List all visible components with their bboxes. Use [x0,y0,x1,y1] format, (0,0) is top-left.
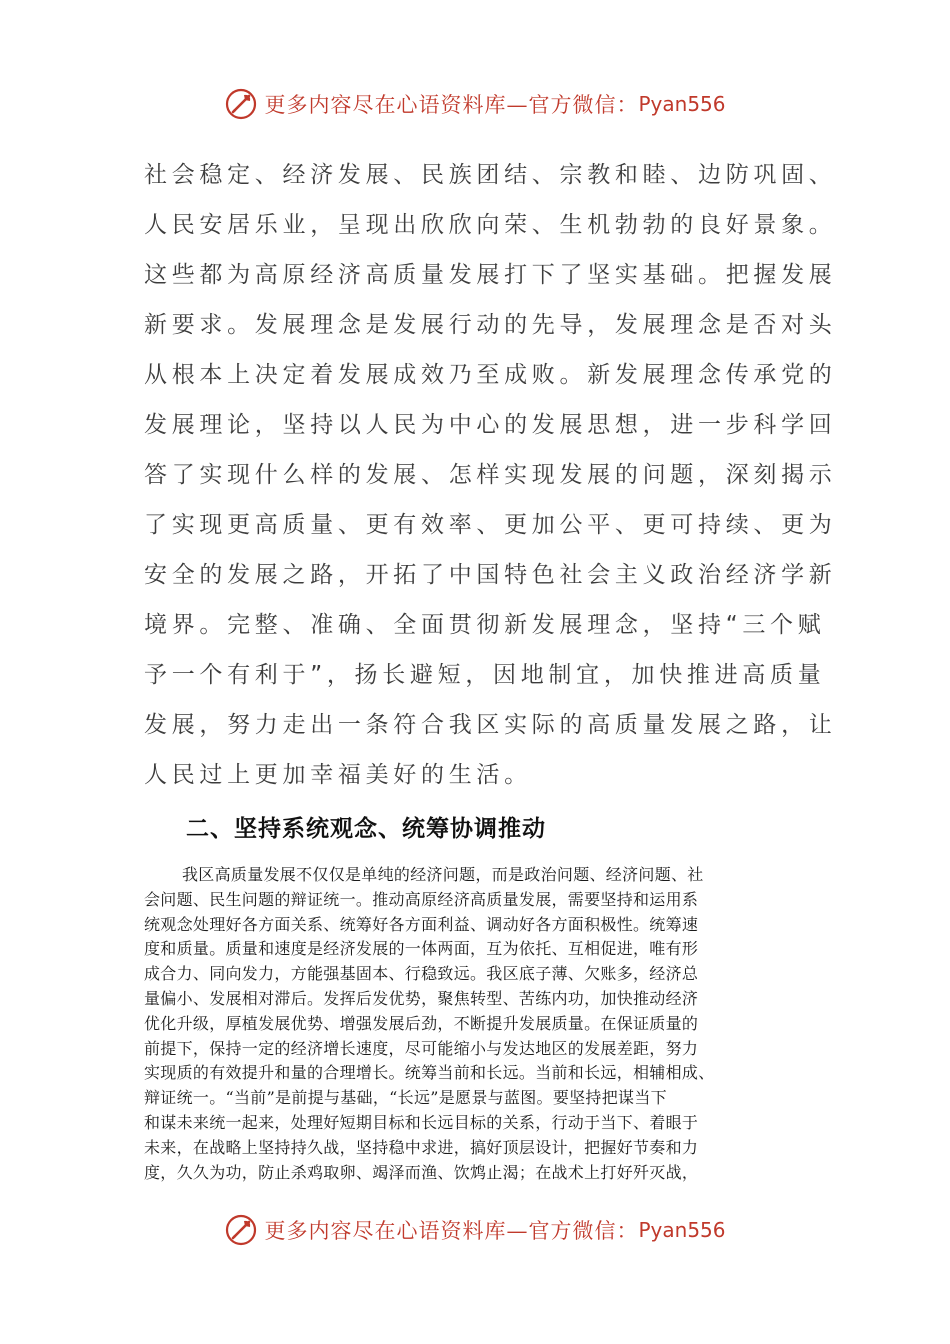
text-line: 发展理论，坚持以人民为中心的发展思想，进一步科学回 [144,412,837,438]
section-paragraph [144,863,824,1185]
footer-banner [0,1210,950,1250]
banner-text: 更多内容尽在心语资料库—官方微信： [264,1219,639,1243]
text-line: 安全的发展之路，开拓了中国特色社会主义政治经济学新 [144,562,837,588]
section-heading: 二、坚持系统观念、统筹协调推动 [186,816,546,842]
quill-seal-logo-icon [224,1213,258,1247]
text-line: 优化升级，厚植发展优势、增强发展后劲，不断提升发展质量。在保证质量的 [144,1013,699,1033]
text-line: 未来，在战略上坚持持久战，坚持稳中求进，搞好顶层设计，把握好节奏和力 [144,1137,699,1157]
text-line: 和谋未来统一起来，处理好短期目标和长远目标的关系，行动于当下、着眼于 [144,1112,699,1132]
text-line: 成合力、同向发力，方能强基固本、行稳致远。我区底子薄、欠账多，经济总 [144,964,699,984]
text-line: 新要求。发展理念是发展行动的先导，发展理念是否对头 [144,312,837,338]
quill-seal-logo-icon [224,87,258,121]
text-line: 实现质的有效提升和量的合理增长。统筹当前和长远。当前和长远，相辅相成、 [144,1063,715,1083]
text-line: 度和质量。质量和速度是经济发展的一体两面，互为依托、互相促进，唯有形 [144,939,699,959]
text-line: 予一个有利于”，扬长避短，因地制宜，加快推进高质量 [144,662,826,688]
text-line: 这些都为高原经济高质量发展打下了坚实基础。把握发展 [144,262,837,288]
banner-wechat-handle: Pyan556 [638,92,726,116]
text-line: 境界。完整、准确、全面贯彻新发展理念，坚持“三个赋 [144,612,826,638]
text-line: 答了实现什么样的发展、怎样实现发展的问题，深刻揭示 [144,462,837,488]
text-line: 从根本上决定着发展成效乃至成败。新发展理念传承党的 [144,362,837,388]
text-line: 辩证统一。“当前”是前提与基础，“长远”是愿景与蓝图。要坚持把谋当下 [144,1088,667,1108]
text-line: 我区高质量发展不仅仅是单纯的经济问题，而是政治问题、经济问题、社 [182,865,704,884]
text-line: 度，久久为功，防止杀鸡取卵、竭泽而渔、饮鸩止渴；在战术上打好歼灭战， [144,1162,699,1182]
text-line: 了实现更高质量、更有效率、更加公平、更可持续、更为 [144,512,837,538]
text-line: 发展，努力走出一条符合我区实际的高质量发展之路，让 [144,712,837,738]
banner-text: 更多内容尽在心语资料库—官方微信： [264,93,639,117]
text-line: 人民过上更加幸福美好的生活。 [144,762,532,788]
text-line: 统观念处理好各方面关系、统筹好各方面利益、调动好各方面积极性。统筹速 [144,914,699,934]
header-banner [0,84,950,124]
text-line: 量偏小、发展相对滞后。发挥后发优势，聚焦转型、苦练内功，加快推动经济 [144,988,699,1008]
text-line: 前提下，保持一定的经济增长速度，尽可能缩小与发达地区的发展差距，努力 [144,1038,699,1058]
text-line: 社会稳定、经济发展、民族团结、宗教和睦、边防巩固、 [144,162,837,188]
text-line: 会问题、民生问题的辩证统一。推动高原经济高质量发展，需要坚持和运用系 [144,889,699,909]
body-paragraph [144,150,837,800]
banner-wechat-handle: Pyan556 [638,1218,726,1242]
text-line: 人民安居乐业，呈现出欣欣向荣、生机勃勃的良好景象。 [144,212,837,238]
